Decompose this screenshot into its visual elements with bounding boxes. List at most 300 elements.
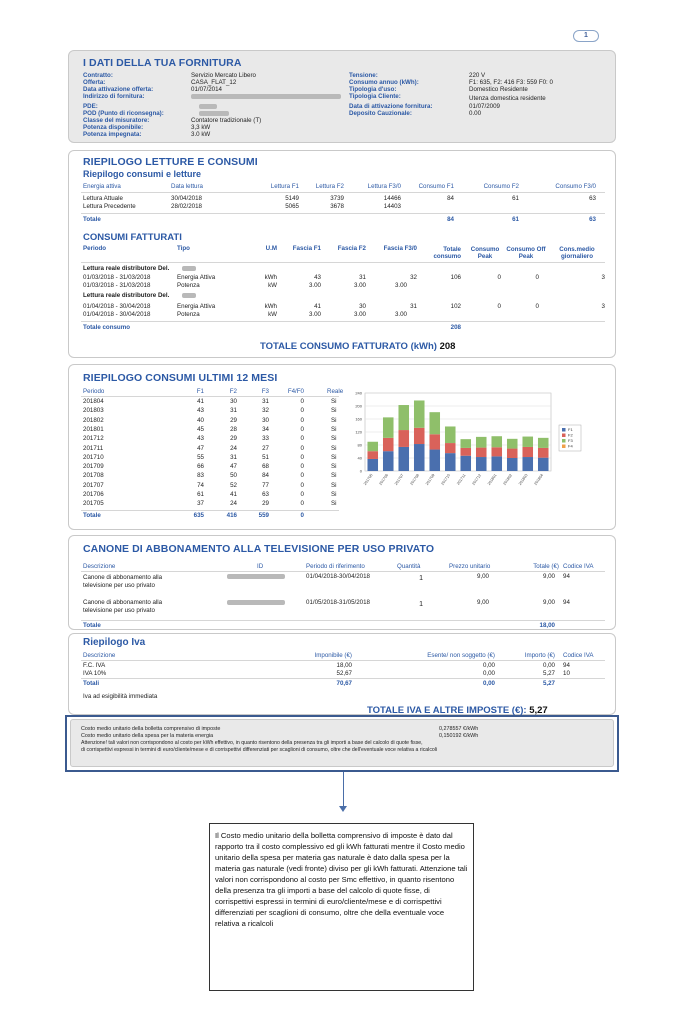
cell: 3	[601, 303, 605, 310]
cell: 74	[197, 481, 204, 489]
bar-segment-f1	[383, 451, 394, 471]
cell: 0	[300, 425, 304, 433]
divider	[81, 321, 605, 322]
column-header: Codice IVA	[563, 563, 594, 570]
x-tick-label: 201801	[487, 473, 498, 486]
cell: 30/04/2018	[171, 195, 202, 202]
costo-disclaimer: di corrispettivi espressi in termini di euro/cliente/mese e di corrispettivi differenziati per scaglioni di consumo, oltre che dell'eventuale voce relativa a ricalcoli	[81, 747, 438, 753]
letture-panel	[68, 150, 616, 358]
redacted-del	[182, 293, 196, 298]
x-tick-label: 201804	[533, 473, 545, 486]
cell: 14466	[383, 195, 401, 202]
cell: Lettura Precedente	[83, 203, 136, 210]
cell: kWh	[264, 274, 277, 281]
cell: 01/03/2018 - 31/03/2018	[83, 274, 151, 281]
bar-segment-f3	[460, 439, 471, 448]
cell: 31	[262, 398, 269, 405]
cell: Si	[331, 444, 337, 452]
cell: 0	[497, 274, 501, 281]
bar-segment-f2	[383, 438, 394, 451]
cell: 63	[589, 195, 596, 202]
cell: 102	[450, 303, 461, 310]
cell: 50	[230, 472, 237, 480]
cell: 201804	[83, 398, 104, 405]
cell: Si	[331, 398, 337, 405]
legend-label: F3	[568, 438, 573, 444]
canone-panel	[68, 535, 616, 630]
redacted-address	[191, 94, 341, 99]
cell: 29	[262, 500, 269, 508]
cell: 68	[262, 463, 269, 471]
column-header: Quantità	[397, 563, 421, 570]
x-tick-label: 201707	[394, 473, 405, 486]
x-tick-label: 201711	[456, 473, 467, 486]
cell: 0	[497, 303, 501, 310]
costo-line-value: 0,150192 €/kWh	[439, 733, 479, 739]
x-tick-label: 201709	[425, 473, 436, 486]
field-label: Potenza disponibile:	[83, 124, 144, 131]
column-header: Fascia F2	[337, 245, 366, 252]
field-label: Data attivazione offerta:	[83, 86, 154, 93]
cell: kW	[268, 282, 277, 289]
column-header: F3	[261, 388, 269, 395]
cell: 0	[300, 407, 304, 415]
cell: 84	[262, 472, 269, 480]
y-tick-label: 240	[355, 390, 362, 396]
total-label: Totali	[83, 680, 100, 687]
iva-note: Iva ad esigibilità immediata	[83, 693, 158, 700]
cell: 0	[300, 500, 304, 508]
bar-segment-f3	[445, 426, 456, 443]
cell: Si	[331, 416, 337, 424]
cell: 24	[230, 444, 237, 452]
cell: 30	[359, 303, 366, 310]
column-header: Totale consumo	[433, 246, 461, 261]
legend-swatch	[562, 428, 566, 432]
column-header: Descrizione	[83, 563, 116, 570]
consumi-chart	[347, 389, 597, 509]
column-header: Lettura F3/0	[367, 183, 401, 190]
total-cell: 84	[447, 216, 454, 223]
field-label: Offerta:	[83, 79, 106, 86]
field-label: Contratto:	[83, 72, 113, 79]
cell: 3678	[330, 203, 344, 210]
cell: 0	[300, 481, 304, 489]
legend-swatch	[562, 434, 566, 438]
redacted-id	[227, 574, 285, 579]
field-label: Potenza impegnata:	[83, 131, 142, 138]
total-cell: 63	[589, 216, 596, 223]
cell: 77	[262, 481, 269, 489]
x-tick-label: 201705	[363, 473, 374, 486]
bar-segment-f1	[491, 456, 502, 471]
column-header: Prezzo unitario	[449, 563, 491, 570]
cell: 55	[197, 453, 204, 461]
cell: 0,00	[482, 670, 495, 677]
costo-line-value: 0,278557 €/kWh	[439, 726, 479, 732]
total-cell: 5,27	[542, 680, 555, 687]
column-header: Fascia F1	[292, 245, 321, 252]
cell: Lettura Attuale	[83, 195, 123, 202]
cell: 1	[419, 575, 423, 582]
total-label: Totale consumo	[83, 324, 130, 331]
bar-segment-f2	[445, 443, 456, 453]
bar-segment-f1	[445, 453, 456, 471]
field-label: Consumo annuo (kWh):	[349, 79, 419, 86]
cell: 43	[314, 274, 321, 281]
bar-segment-f3	[522, 437, 533, 447]
highlight-frame	[65, 715, 619, 772]
cell: 3.00	[394, 282, 407, 289]
y-tick-label: 160	[355, 416, 362, 422]
grand-total-label: TOTALE IVA E ALTRE IMPOSTE (€):	[367, 705, 527, 716]
field-value: 3,3 kW	[191, 124, 211, 131]
cell: 5149	[285, 195, 299, 202]
cell: 0	[300, 463, 304, 471]
bar-segment-f2	[429, 434, 440, 449]
bar-segment-f2	[507, 449, 518, 458]
column-header: Consumo F1	[418, 183, 454, 190]
cell: 106	[450, 274, 461, 281]
cell: 61	[512, 195, 519, 202]
cell: 41	[230, 491, 237, 498]
page-number-badge: 1	[573, 30, 599, 42]
legend-label: F2	[568, 432, 573, 438]
divider	[81, 396, 339, 397]
cell: 43	[197, 435, 204, 443]
cell: 201710	[83, 453, 104, 461]
cell: IVA 10%	[83, 670, 107, 677]
y-tick-label: 0	[359, 468, 362, 474]
redacted-pod	[199, 111, 229, 116]
cell: 52,67	[336, 670, 352, 677]
cell: 31	[230, 407, 237, 415]
column-header: Imponibile (€)	[314, 652, 352, 659]
divider	[81, 510, 339, 511]
cell: 3	[601, 274, 605, 281]
cell: Si	[331, 407, 337, 415]
y-tick-label: 120	[355, 429, 362, 435]
bar-segment-f3	[507, 439, 518, 449]
cell: kWh	[264, 303, 277, 310]
cell: 30	[262, 416, 269, 424]
field-value: 0.00	[469, 110, 482, 117]
legend-swatch	[562, 445, 566, 449]
column-header: F2	[229, 388, 237, 395]
x-tick-label: 201710	[440, 473, 452, 486]
cell: 47	[230, 463, 237, 471]
cell: 18,00	[336, 662, 352, 669]
cell: 201802	[83, 416, 104, 424]
bar-segment-f3	[476, 437, 487, 448]
cell: 84	[447, 195, 454, 202]
cell: Potenza	[177, 311, 200, 318]
cell: 5065	[285, 203, 299, 210]
cell: 41	[197, 398, 204, 405]
cell: 61	[197, 491, 204, 498]
total-cell: 18,00	[539, 622, 555, 629]
field-value: Contatore tradizionale (T)	[191, 117, 262, 124]
cell: 14403	[383, 203, 401, 210]
cell: 63	[262, 491, 269, 498]
cell: 01/04/2018-30/04/2018	[306, 573, 370, 580]
bar-segment-f1	[398, 447, 409, 471]
field-value: 220 V	[469, 72, 486, 79]
y-tick-label: 200	[355, 403, 362, 409]
connector-line	[343, 772, 344, 810]
cell: 28	[230, 425, 237, 433]
fornitura-title: I DATI DELLA TUA FORNITURA	[83, 57, 242, 69]
cell: 3.00	[353, 311, 366, 318]
bar-segment-f3	[491, 436, 502, 447]
cell: 201801	[83, 425, 104, 433]
bar-segment-f2	[538, 448, 549, 458]
bar-segment-f1	[522, 457, 533, 471]
total-cell: 559	[258, 511, 269, 519]
cell: 0	[300, 472, 304, 480]
cell: 9,00	[542, 573, 555, 580]
bar-segment-f3	[429, 412, 440, 434]
cell: 37	[197, 500, 204, 508]
cell: 5,27	[542, 670, 555, 677]
total-cell: 70,67	[336, 680, 352, 687]
fornitura-panel	[68, 50, 616, 143]
cell: 201709	[83, 463, 104, 471]
x-tick-label: 201803	[518, 473, 529, 486]
field-label: PDE:	[83, 103, 98, 110]
field-label: Deposito Cauzionale:	[349, 110, 412, 117]
cell: 0	[535, 274, 539, 281]
cell: 66	[197, 463, 204, 471]
cell: Si	[331, 453, 337, 461]
divider	[81, 571, 605, 572]
bar-segment-f3	[414, 400, 425, 427]
canone-title: CANONE DI ABBONAMENTO ALLA TELEVISIONE PER USO PRIVATO	[83, 543, 435, 555]
field-label: POD (Punto di riconsegna):	[83, 110, 164, 117]
cell: 01/05/2018-31/05/2018	[306, 599, 370, 606]
legend-swatch	[562, 439, 566, 443]
cell: 29	[230, 435, 237, 443]
group-heading: Lettura reale distributore Del.	[83, 265, 170, 272]
column-header: Importo (€)	[524, 652, 555, 659]
cell: 0	[300, 491, 304, 498]
field-label: Data di attivazione fornitura:	[349, 103, 433, 110]
total-consumo-fatturato	[260, 341, 455, 352]
cell: 9,00	[476, 573, 489, 580]
cell: 31	[410, 303, 417, 310]
cell: 201708	[83, 472, 104, 480]
y-tick-label: 40	[357, 455, 362, 461]
cell: Si	[331, 425, 337, 433]
cell: Si	[331, 500, 337, 508]
column-header: Consumo Peak	[470, 246, 500, 261]
cell: 34	[262, 425, 269, 433]
column-header: F4/F0	[287, 388, 304, 395]
field-label: Classe del misuratore:	[83, 117, 150, 124]
cell: 43	[197, 407, 204, 415]
x-tick-label: 201708	[409, 473, 421, 486]
bar-segment-f3	[398, 405, 409, 430]
total-cell: 0,00	[482, 680, 495, 687]
bar-segment-f2	[398, 430, 409, 447]
bar-segment-f2	[367, 451, 378, 459]
cell: 24	[230, 500, 237, 508]
total-cell: 635	[193, 511, 204, 519]
cell: 0,00	[482, 662, 495, 669]
cell: 201712	[83, 435, 104, 443]
bar-segment-f1	[367, 459, 378, 471]
divider	[81, 678, 605, 679]
cell: 47	[197, 444, 204, 452]
column-header: Descrizione	[83, 652, 116, 659]
cell: 9,00	[476, 599, 489, 606]
field-label: Tensione:	[349, 72, 378, 79]
cell: Si	[331, 472, 337, 480]
cell: 31	[359, 274, 366, 281]
grand-total-value: 5,27	[529, 705, 548, 716]
column-header: Esente/ non soggetto (€)	[427, 652, 495, 659]
field-value: F1: 635, F2: 416 F3: 559 F0: 0	[469, 79, 553, 86]
column-header: Reale	[327, 388, 344, 395]
x-tick-label: 201802	[502, 473, 514, 486]
cell: F.C. IVA	[83, 662, 106, 669]
bar-segment-f3	[367, 442, 378, 451]
cell: Energia Attiva	[177, 274, 216, 281]
cell: 01/03/2018 - 31/03/2018	[83, 282, 151, 289]
cell: 3739	[330, 195, 344, 202]
column-header: Data lettura	[171, 183, 203, 190]
bar-segment-f2	[414, 428, 425, 444]
divider	[81, 620, 605, 621]
divider	[81, 213, 605, 214]
bar-segment-f1	[538, 458, 549, 471]
cell: 201803	[83, 407, 104, 415]
cell: 28/02/2018	[171, 203, 202, 210]
column-header: Periodo di riferimento	[306, 563, 365, 570]
field-value: Servizio Mercato Libero	[191, 72, 256, 79]
total-cell: 0	[300, 511, 304, 519]
column-header: Lettura F1	[270, 183, 299, 190]
column-header: Lettura F2	[315, 183, 344, 190]
cell: 1	[419, 601, 423, 608]
column-header: Periodo	[83, 245, 107, 252]
column-header: U.M	[265, 245, 277, 252]
cell: 0	[300, 453, 304, 461]
cell: 94	[563, 662, 570, 669]
field-value: Utenza domestica residente	[469, 95, 546, 102]
cell: Canone di abbonamento alla televisione per uso privato	[83, 599, 163, 615]
cell: 83	[197, 472, 204, 480]
field-value: 01/07/2009	[469, 103, 500, 110]
cell: 01/04/2018 - 30/04/2018	[83, 303, 151, 310]
divider	[81, 262, 605, 263]
cell: Canone di abbonamento alla televisione per uso privato	[83, 574, 163, 590]
bar-segment-f2	[522, 447, 533, 457]
cell: kW	[268, 311, 277, 318]
cell: 45	[197, 425, 204, 433]
cell: 0	[300, 444, 304, 452]
column-header: Tipo	[177, 245, 190, 252]
x-tick-label: 201706	[378, 473, 390, 486]
column-header: F1	[196, 388, 204, 395]
cell: 0	[300, 435, 304, 443]
field-label: Tipologia d'uso:	[349, 86, 397, 93]
cell: 30	[230, 398, 237, 405]
field-label: Tipologia Cliente:	[349, 93, 401, 100]
column-header: Consumo F3/0	[555, 183, 596, 190]
x-tick-label: 201712	[471, 473, 483, 486]
total-cell: 416	[226, 511, 237, 519]
redacted-id	[227, 600, 285, 605]
bar-segment-f1	[507, 458, 518, 471]
column-header: Codice IVA	[563, 652, 594, 659]
letture-title: RIEPILOGO LETTURE E CONSUMI	[83, 156, 258, 168]
group-heading: Lettura reale distributore Del.	[83, 292, 170, 299]
column-header: Totale (€)	[533, 563, 559, 570]
cell: 0	[300, 416, 304, 424]
total-label: Totale	[83, 216, 101, 223]
cell: 01/04/2018 - 30/04/2018	[83, 311, 151, 318]
cell: 29	[230, 416, 237, 424]
grand-total-value: 208	[439, 341, 456, 352]
column-header: Periodo	[83, 388, 105, 395]
cell: 94	[563, 599, 570, 606]
cell: 9,00	[542, 599, 555, 606]
cell: 201705	[83, 500, 104, 508]
cell: Si	[331, 481, 337, 489]
ultimi12-title: RIEPILOGO CONSUMI ULTIMI 12 MESI	[83, 372, 278, 384]
redacted-pde	[199, 104, 217, 109]
cell: 3.00	[353, 282, 366, 289]
field-value: Domestico Residente	[469, 86, 528, 93]
cell: 31	[230, 453, 237, 461]
column-header: Energia attiva	[83, 183, 121, 190]
cell: 51	[262, 453, 269, 461]
grand-total-label: TOTALE CONSUMO FATTURATO (kWh)	[260, 341, 437, 352]
annotation-box	[209, 823, 474, 991]
bar-segment-f1	[414, 444, 425, 471]
bar-segment-f3	[538, 438, 549, 448]
total-cell: 61	[512, 216, 519, 223]
divider	[81, 192, 605, 193]
column-header: Consumo F2	[483, 183, 519, 190]
legend-label: F1	[568, 427, 573, 433]
cell: 0,00	[542, 662, 555, 669]
cell: 3.00	[394, 311, 407, 318]
total-label: Totale	[83, 622, 101, 629]
column-header: Consumo Off Peak	[506, 246, 546, 261]
total-cell: 208	[450, 324, 461, 331]
bar-segment-f3	[383, 417, 394, 437]
field-value: 3.0 kW	[191, 131, 211, 138]
cell: Si	[331, 491, 337, 498]
divider	[81, 660, 605, 661]
bar-segment-f2	[476, 448, 487, 457]
y-tick-label: 80	[357, 442, 362, 448]
cell: 32	[262, 407, 269, 415]
cell: Si	[331, 463, 337, 471]
cell: 0	[300, 398, 304, 405]
costo-line-label: Costo medio unitario della bolletta comprensivo di imposte	[81, 726, 221, 732]
legend-label: F4	[568, 443, 573, 449]
cell: Energia Attiva	[177, 303, 216, 310]
cell: 201706	[83, 491, 104, 498]
cell: Si	[331, 435, 337, 443]
column-header: Fascia F3/0	[383, 245, 417, 252]
column-header: ID	[257, 563, 264, 570]
cell: 3.00	[308, 282, 321, 289]
costo-line-label: Costo medio unitario della spesa per la materia energia	[81, 733, 214, 739]
